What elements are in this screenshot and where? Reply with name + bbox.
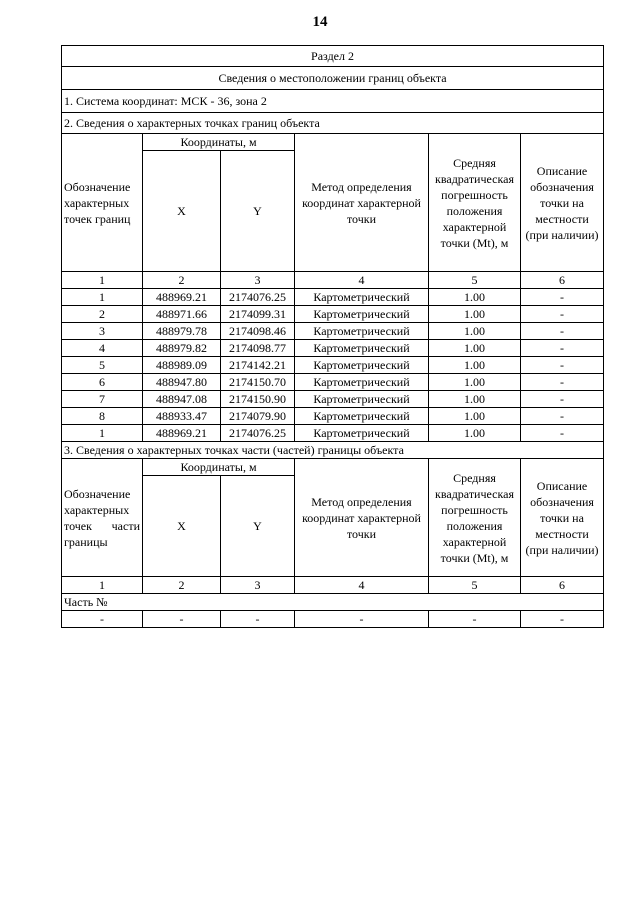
table-row [62, 306, 604, 323]
point-error: 1.00 [429, 391, 521, 408]
column-number: 2 [143, 577, 221, 594]
point-description: - [521, 323, 604, 340]
point-description: - [521, 289, 604, 306]
point-number: 8 [62, 408, 143, 425]
points-heading: 2. Сведения о характерных точках границ объекта [62, 113, 604, 134]
point-error: 1.00 [429, 374, 521, 391]
point-y: 2174076.25 [221, 425, 295, 442]
table-row [62, 289, 604, 306]
parts-header-coordinates: Координаты, м [143, 459, 295, 476]
part-cell: - [221, 611, 295, 628]
point-y: 2174079.90 [221, 408, 295, 425]
header-y: Y [221, 151, 295, 272]
point-method: Картометрический [295, 425, 429, 442]
part-cell: - [143, 611, 221, 628]
point-error: 1.00 [429, 306, 521, 323]
table-row [62, 391, 604, 408]
point-error: 1.00 [429, 425, 521, 442]
table-row [62, 340, 604, 357]
section-title: Раздел 2 [62, 46, 604, 67]
point-description: - [521, 425, 604, 442]
part-cell: - [521, 611, 604, 628]
parts-header-x: X [143, 476, 221, 577]
point-method: Картометрический [295, 306, 429, 323]
point-number: 7 [62, 391, 143, 408]
point-method: Картометрический [295, 408, 429, 425]
point-method: Картометрический [295, 289, 429, 306]
point-error: 1.00 [429, 323, 521, 340]
point-number: 4 [62, 340, 143, 357]
column-number: 3 [221, 577, 295, 594]
column-number: 6 [521, 272, 604, 289]
column-number: 5 [429, 577, 521, 594]
column-number: 2 [143, 272, 221, 289]
column-number: 1 [62, 577, 143, 594]
point-x: 488979.82 [143, 340, 221, 357]
part-cell: - [62, 611, 143, 628]
point-y: 2174099.31 [221, 306, 295, 323]
part-row [62, 611, 604, 628]
point-error: 1.00 [429, 357, 521, 374]
point-y: 2174098.46 [221, 323, 295, 340]
point-method: Картометрический [295, 391, 429, 408]
header-error: Средняя квадратическая погрешность положения характерной точки (Mt), м [429, 134, 521, 272]
point-method: Картометрический [295, 323, 429, 340]
parts-heading: 3. Сведения о характерных точках части (частей) границы объекта [62, 442, 604, 459]
point-method: Картометрический [295, 340, 429, 357]
parts-column-numbers-row [62, 577, 604, 594]
header-method: Метод определения координат характерной точки [295, 134, 429, 272]
point-description: - [521, 408, 604, 425]
point-y: 2174076.25 [221, 289, 295, 306]
coord-system: 1. Система координат: МСК - 36, зона 2 [62, 90, 604, 113]
point-x: 488989.09 [143, 357, 221, 374]
point-y: 2174142.21 [221, 357, 295, 374]
parts-header-designation: Обозначение характерных точек части границы [62, 459, 143, 577]
point-method: Картометрический [295, 357, 429, 374]
parts-header-error: Средняя квадратическая погрешность положения характерной точки (Mt), м [429, 459, 521, 577]
column-number: 4 [295, 577, 429, 594]
part-cell: - [295, 611, 429, 628]
point-description: - [521, 340, 604, 357]
point-description: - [521, 306, 604, 323]
point-x: 488979.78 [143, 323, 221, 340]
column-number: 4 [295, 272, 429, 289]
parts-header-method: Метод определения координат характерной точки [295, 459, 429, 577]
table-row [62, 357, 604, 374]
part-label: Часть № [62, 594, 604, 611]
header-designation: Обозначение характерных точек границ [62, 134, 143, 272]
column-number: 3 [221, 272, 295, 289]
point-number: 1 [62, 289, 143, 306]
point-number: 2 [62, 306, 143, 323]
column-number: 6 [521, 577, 604, 594]
boundary-table [61, 45, 604, 628]
point-y: 2174150.70 [221, 374, 295, 391]
header-x: X [143, 151, 221, 272]
header-description: Описание обозначения точки на местности (при наличии) [521, 134, 604, 272]
point-x: 488947.80 [143, 374, 221, 391]
column-numbers-row [62, 272, 604, 289]
point-error: 1.00 [429, 340, 521, 357]
point-method: Картометрический [295, 374, 429, 391]
point-error: 1.00 [429, 408, 521, 425]
point-y: 2174150.90 [221, 391, 295, 408]
point-number: 5 [62, 357, 143, 374]
point-number: 3 [62, 323, 143, 340]
parts-header-description: Описание обозначения точки на местности (при наличии) [521, 459, 604, 577]
parts-header-y: Y [221, 476, 295, 577]
point-x: 488969.21 [143, 289, 221, 306]
point-x: 488971.66 [143, 306, 221, 323]
point-number: 1 [62, 425, 143, 442]
point-error: 1.00 [429, 289, 521, 306]
table-row [62, 408, 604, 425]
point-x: 488933.47 [143, 408, 221, 425]
point-description: - [521, 357, 604, 374]
point-x: 488947.08 [143, 391, 221, 408]
column-number: 5 [429, 272, 521, 289]
column-number: 1 [62, 272, 143, 289]
point-description: - [521, 374, 604, 391]
point-y: 2174098.77 [221, 340, 295, 357]
point-x: 488969.21 [143, 425, 221, 442]
page-number: 14 [312, 14, 328, 30]
header-coordinates: Координаты, м [143, 134, 295, 151]
table-row [62, 425, 604, 442]
point-number: 6 [62, 374, 143, 391]
point-description: - [521, 391, 604, 408]
part-cell: - [429, 611, 521, 628]
table-row [62, 323, 604, 340]
section-subtitle: Сведения о местоположении границ объекта [62, 67, 604, 90]
table-row [62, 374, 604, 391]
